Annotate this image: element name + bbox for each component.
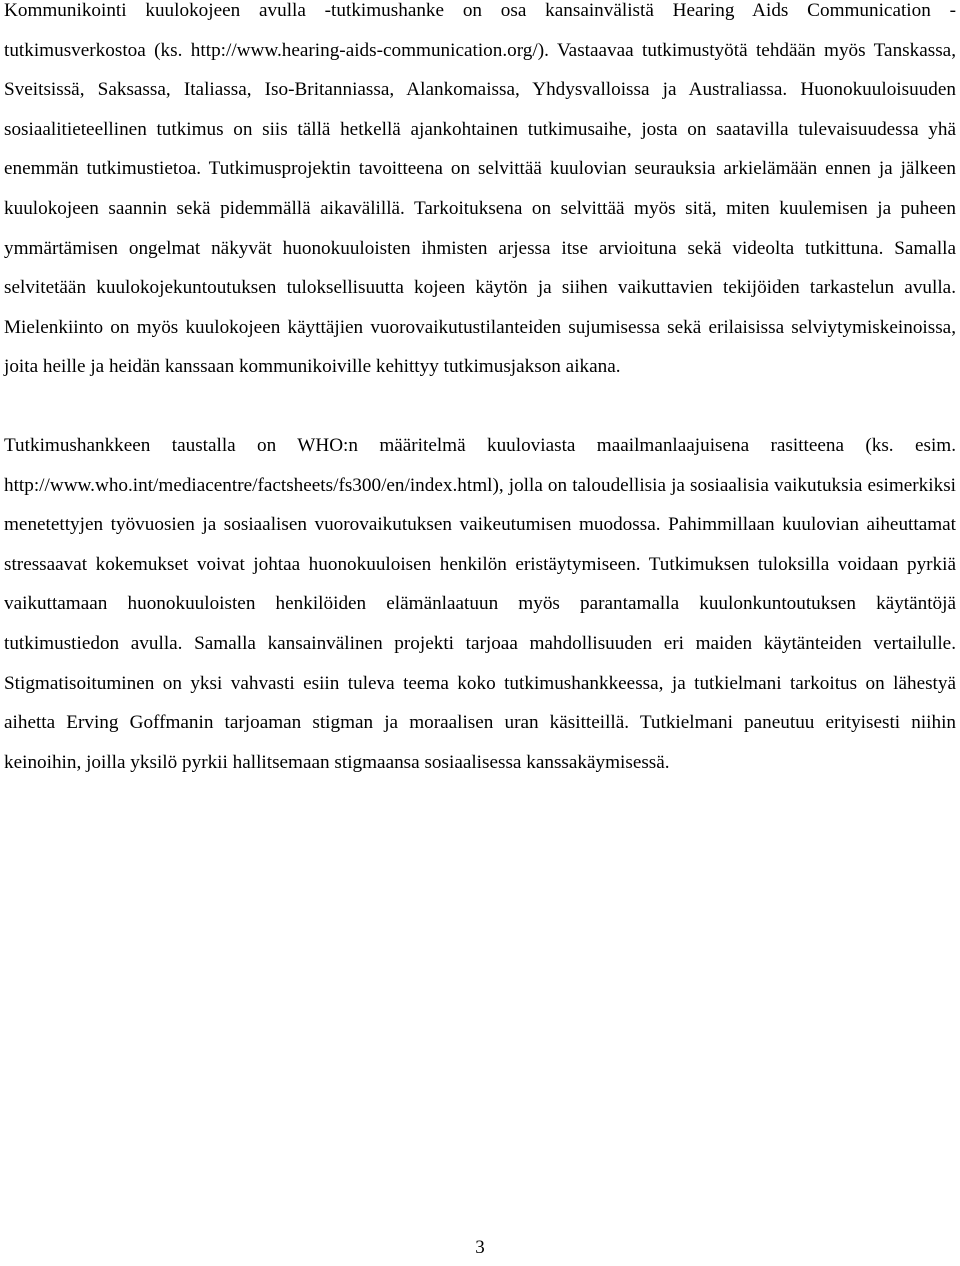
body-paragraph-1: Kommunikointi kuulokojeen avulla -tutkimushanke on osa kansainvälistä Hearing Aids Communication -tutkimusverkostoa (ks. http://www.hearing-aids-communication.org/). Vastaavaa tutkimustyötä tehdään myös Tanskassa, Sveitsissä, Saksassa, Italiassa, Iso-Britanniassa, Alankomaissa, Yhdysvalloissa ja Australiassa. Huonokuuloisuuden sosiaalitieteellinen tutkimus on siis tällä hetkellä ajankohtainen tutkimusaihe, josta on saatavilla tulevaisuudessa yhä enemmän tutkimustietoa. Tutkimusprojektin tavoitteena on selvittää kuulovian seurauksia arkielämään ennen ja jälkeen kuulokojeen saannin sekä pidemmällä aikavälillä. Tarkoituksena on selvittää myös sitä, miten kuulemisen ja puheen ymmärtämisen ongelmat näkyvät huonokuuloisten ihmisten arjessa itse arvioituna sekä videolta tutkittuna. Samalla selvitetään kuulokojekuntoutuksen tuloksellisuutta kojeen käytön ja siihen vaikuttavien tekijöiden tarkastelun avulla. Mielenkiinto on myös kuulokojeen käyttäjien vuorovaikutustilanteiden sujumisessa sekä erilaisissa selviytymiskeinoissa, joita heille ja heidän kanssaan kommunikoiville kehittyy tutkimusjakson aikana. <box>4 0 956 378</box>
body-paragraph-2: Tutkimushankkeen taustalla on WHO:n määritelmä kuuloviasta maailmanlaajuisena rasitteena (ks. esim. http://www.who.int/mediacentre/factsheets/fs300/en/index.html), jolla on taloudellisia ja sosiaalisia vaikutuksia esimerkiksi menetettyjen työvuosien ja sosiaalisen vuorovaikutuksen vaikeutumisen muodossa. Pahimmillaan kuulovian aiheuttamat stressaavat kokemukset voivat johtaa huonokuuloisen henkilön eristäytymiseen. Tutkimuksen tuloksilla voidaan pyrkiä vaikuttamaan huonokuuloisten henkilöiden elämänlaatuun myös parantamalla kuulonkuntoutuksen käytäntöjä tutkimustiedon avulla. Samalla kansainvälinen projekti tarjoaa mahdollisuuden eri maiden käytänteiden vertailulle. Stigmatisoituminen on yksi vahvasti esiin tuleva teema koko tutkimushankkeessa, ja tutkielmani tarkoitus on lähestyä aihetta Erving Goffmanin tarjoaman stigman ja moraalisen uran käsitteillä. Tutkielmani paneutuu erityisesti niihin keinoihin, joilla yksilö pyrkii hallitsemaan stigmaansa sosiaalisessa kanssakäymisessä. <box>4 434 956 773</box>
page-number: 3 <box>475 1237 485 1258</box>
